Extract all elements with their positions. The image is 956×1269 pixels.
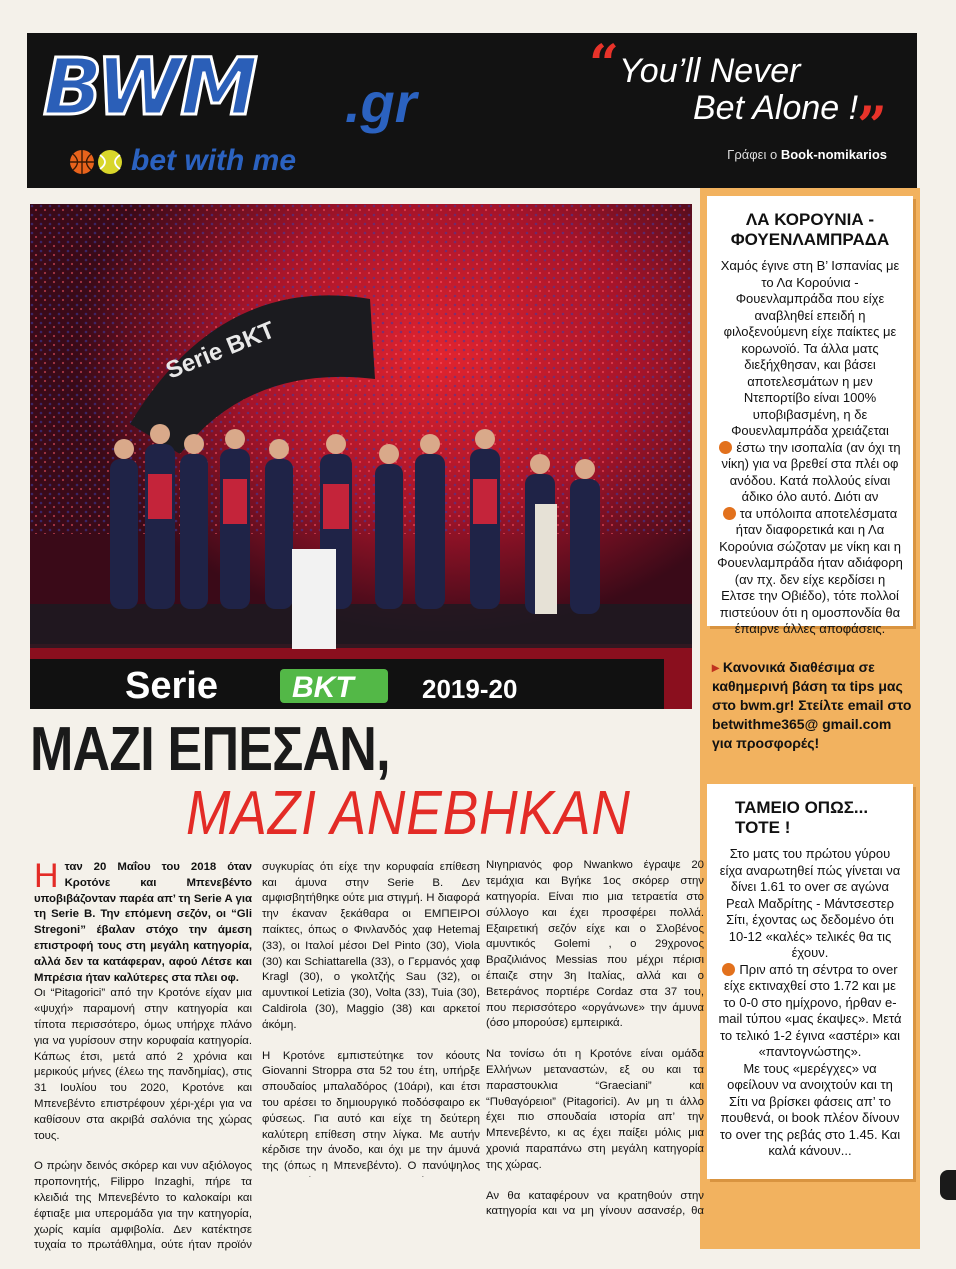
sidebar-box-tameio — [707, 784, 913, 1179]
article-paragraph-continued: Νιγηριανός φορ Nwankwo έγραψε 20 τεμάχια και Βγήκε 1ος σκόρερ στην κατηγορία. Είναι πιο μια τετραετία στο σύλλογο και έχει προσφέρει πολλά. Εξαιρετική σεζόν είχε και ο Σλοβένος αμυντικός Golemi , ο 29χρονος Βραζιλιάνος Messias που μέχρι πέρισι έπαιζε στην 3η Ιταλίας, αλλά και ο Βετεράνος πορτιέρε Cordaz στα 37 του, που περισσότερο «οργάνωνε» την άμυνα (όσο μπορούσε) εμπειρικά. — [486, 860, 704, 1030]
promo-text: Κανονικά διαθέσιμα σε καθημερινή βάση τα tips μας στο bwm.gr! Στείλτε email στο betwithme365@ gmail.com για προσφορές! — [712, 659, 912, 751]
sidebar-paragraph: έστω την ισοπαλία (αν όχι τη νίκη) για να βρεθεί στα πλέι οφ ανόδου. Κατά πολλούς είναι άδικο όλο αυτό. Διότι αν — [721, 439, 901, 504]
sidebar-paragraph: Πριν από τη σέντρα το over είχε εκτιναχθεί στο 1.72 και με το 0-0 στο ημίχρονο, ήρθαν e-mail τύπου «μας έκαψες». Μετά το τελικό 1-2 έγινα «αστέρι» και «παντογνώστης». — [718, 961, 902, 1059]
banner-serie: Serie — [125, 665, 218, 707]
bullet-icon — [719, 441, 732, 454]
article-paragraph: Η Κροτόνε εμπιστεύτηκε τον κόουτς Giovanni Stroppa στα 52 του έτη, υπήρξε σπουδαίος μπαλαδόρος (10άρι), και έτσι του αρέσει το δημιουργικό ποδόσφαιρο εκ φύσεως. Για αυτό και είχε τη δεύτερη καλύτερη επίθεση στην λίγκα. Με αυτήν κέρδισε την άνοδο, και όχι με την άμυνά της (όπως η Μπενεβέντο). Ο πανύψηλος — [262, 1049, 480, 1173]
sidebar-paragraph: Χαμός έγινε στη Β’ Ισπανίας με το Λα Κορούνια - Φουενλαμπράδα που είχε αναβληθεί επειδή η φιλοξενούμενη είχε παίκτες με κορωνοϊό. Τα άλλα ματς διεξήχθησαν, και βάσει αποτελεσμάτων η μεν Ντεπορτίβο είναι 100% υποβιβασμένη, η δε Φουενλαμπράδα χρειάζεται — [720, 258, 900, 438]
slogan-line-2: Bet Alone ! — [693, 89, 859, 127]
bullet-icon — [723, 507, 736, 520]
quote-close-mark: ” — [857, 96, 887, 157]
sidebar-box-la-coruna — [707, 196, 913, 636]
arch-sign: Serie BKT — [162, 316, 279, 385]
article-paragraph: Αν θα καταφέρουν να κρατηθούν στην κατηγορία και να μη γίνουν ασανσέρ, θα — [486, 1189, 704, 1218]
byline — [727, 147, 887, 162]
headline-line-2: ΜΑΖΙ ΑΝΕΒΗΚΑΝ — [186, 779, 631, 848]
drop-cap: Η — [34, 857, 59, 895]
article-paragraph: Ο πρώην δεινός σκόρερ και νυν αξιόλογος προπονητής, Filippo Inzaghi, πήρε τα κλειδιά της Μπενεβέντο το καλοκαίρι και έφτιαξε μια υπερομάδα για την κατηγορία, χωρίς καμία αμφιβολία. Δεν κατέκτησε τυχαία το πρωτάθλημα, ούτε ήταν προϊόν — [34, 1160, 252, 1252]
bullet-icon — [722, 963, 735, 976]
article-paragraph: Οι “Pitagorici” από την Κροτόνε είχαν μια «ψυχή» παραμονή στην κατηγορία και τίποτα περισσότερο, όμως υπήρχε πλάνο για να γυρίσουν στην κορυφαία κατηγορία. Κάπως έτσι, μετά από 2 χρόνια και μερικούς μήνες (έλεω της πανδημίας), στις 31 Ιουλίου του 2020, Κροτόνε και Μπενεβέντο επιστρέφουν χέρι-χέρι για να καθίσουν στα ακριβά σαλόνια της χώρας τους. — [34, 987, 252, 1142]
logo-domain: .gr — [345, 71, 417, 134]
article-paragraph-continued: συγκυρίας ότι είχε την κορυφαία επίθεση και άμυνα στην Serie B. Δεν αμφισβητήθηκε ούτε μια στιγμή. Η διαφορά την έκαναν ξεκάθαρα οι ΕΜΠΕΙΡΟΙ παίκτες, όπως ο Φινλανδός χαφ Hetemaj (33), οι Ιταλοί μέσοι Del Pinto (30), Viola (30) και Schiattarella (33), ο Γερμανός χαφ Kragl (30), ο γκολτζής Sau (32), οι αμυντικοί Letizia (30), Volta (33), Tuia (30), Caldirola (30), Maggio (38) και αρκετοί άκόμη. — [262, 860, 480, 1031]
banner-sponsor: BKT — [292, 671, 354, 704]
logo-tagline: bet with me — [131, 144, 297, 177]
headline-line-1: ΜΑΖΙ ΕΠΕΣΑΝ, — [30, 715, 390, 784]
sports-balls-icon — [69, 148, 125, 176]
arrow-right-icon: ▸ — [712, 659, 720, 675]
sidebar-box-text — [707, 258, 913, 638]
article-lead: ταν 20 Μαΐου του 2018 όταν Κροτόνε και Μπενεβέντο υποβιβάζονταν παρέα απ’ τη Serie A για τη Serie B. Την επόμενη σεζόν, οι “Gli Stregoni” έβαλαν στόχο την άμεση επιστροφή τους στη μεγάλη κατηγορία, αλλά δεν τα κατάφεραν, αφού Λέτσε και Μπρέσια ήταν καλύτερες στα πλει οφ. — [34, 861, 252, 984]
slogan-line-1: You’ll Never — [619, 52, 801, 90]
promo-notice — [712, 658, 912, 753]
article-column-1 — [34, 857, 252, 1254]
byline-author: Book-nomikarios — [780, 147, 887, 162]
page-edge-tab — [940, 1170, 956, 1200]
bwm-logo: BWM — [43, 43, 256, 133]
byline-prefix: Γράφει ο — [727, 147, 781, 162]
sidebar-paragraph: τα υπόλοιπα αποτελέσματα ήταν διαφορετικά και η Λα Κορούνια σώζοταν με νίκη και η Φουενλαμπράδα ήταν αδιάφορη (αν πχ. δεν είχε κερδίσει η Ελτσε την Οβιέδο), τότε πολλοί πιστεύουν ότι η ομοσπονδία θα έπαιρνε άλλες αποφάσεις. — [717, 505, 903, 636]
article-paragraph: Να τονίσω ότι η Κροτόνε είναι ομάδα Ελλήνων μεταναστών, εξ ου και τα παραστουκλια “Graeciani” και “Πυθαγόρειοι” (Pitagorici). Αν μη τι άλλο έχει πιο σπουδαία ιστορία απ’ την Μπενεβέντο, κι ας έχει παίξει μόλις μια χρονιά παραπάνω στη μεγάλη κατηγορία της χώρας. — [486, 1048, 704, 1171]
article-column-3 — [486, 860, 704, 1220]
sidebar-paragraph: Στο ματς του πρώτου γύρου είχα αναρωτηθεί πώς γίνεται να δίνει 1.61 το over σε αγώνα Ρεαλ Μαδρίτης - Μάντσεστερ Σίτι, έχοντας ως δεδομένο ότι 10-12 «καλές» τελικές θα τις έχουν. — [719, 846, 901, 960]
sidebar-box-title: ΤΑΜΕΙΟ ΟΠΩΣ... ΤΟΤΕ ! — [735, 798, 869, 837]
masthead — [27, 33, 917, 188]
sidebar-box-text — [707, 846, 913, 1160]
quote-open-mark: “ — [589, 34, 619, 95]
article-column-2 — [262, 860, 480, 1220]
sidebar-paragraph: Με τους «μερέγχες» να οφείλουν να ανοιχτούν και τη Σίτι να βρίσκει φάσεις απ’ το πουθενά, οι book πλέον δίνουν το over της ρεβάς στο 1.45. Και καλά κάνουν... — [719, 1060, 901, 1158]
banner-season: 2019-20 — [422, 674, 518, 704]
celebration-photo — [30, 204, 692, 709]
sidebar-box-title: ΛΑ ΚΟΡΟΥΝΙΑ - ΦΟΥΕΝΛΑΜΠΡΑΔΑ — [730, 210, 890, 249]
celebration-photo-illustration — [30, 204, 692, 709]
